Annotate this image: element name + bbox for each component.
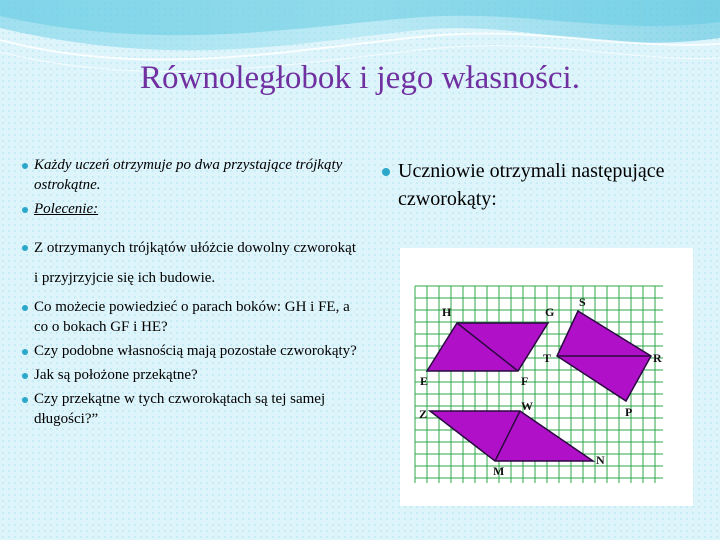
list-item: Uczniowie otrzymali następujące czworokąty: [382,157,702,213]
quadrilaterals-drawing [400,248,693,506]
label-f: F [521,374,529,388]
label-p: P [625,405,633,419]
label-s: S [579,295,586,309]
list-item: Każdy uczeń otrzymuje po dwa przystające trójkąty ostrokątne. [22,155,362,195]
list-item: Czy przekątne w tych czworokątach są tej samej długości?” [22,389,362,429]
quadrilaterals-figure [400,248,693,506]
label-z: Z [419,407,428,421]
label-e: E [420,374,429,388]
right-bullet-list [382,157,702,217]
label-n: N [596,453,605,467]
label-h: H [442,305,452,319]
list-item: Z otrzymanych trójkątów ułóżcie dowolny czworokąt i przyjrzyjcie się ich budowie. [22,233,362,293]
label-g: G [545,305,555,319]
polecenie-label: Polecenie: [34,201,99,217]
label-w: W [521,399,533,413]
label-r: R [653,351,662,365]
page-title: Równoległobok i jego własności. [140,60,580,96]
list-item: Czy podobne własnością mają pozostałe czworokąty? [22,341,362,361]
list-item-polecenie [22,199,362,219]
label-m: M [493,464,505,478]
list-item: Jak są położone przekątne? [22,365,362,385]
left-bullet-list [22,155,362,433]
list-item: Co możecie powiedzieć o parach boków: GH i FE, a co o bokach GF i HE? [22,297,362,337]
label-t: T [543,351,552,365]
